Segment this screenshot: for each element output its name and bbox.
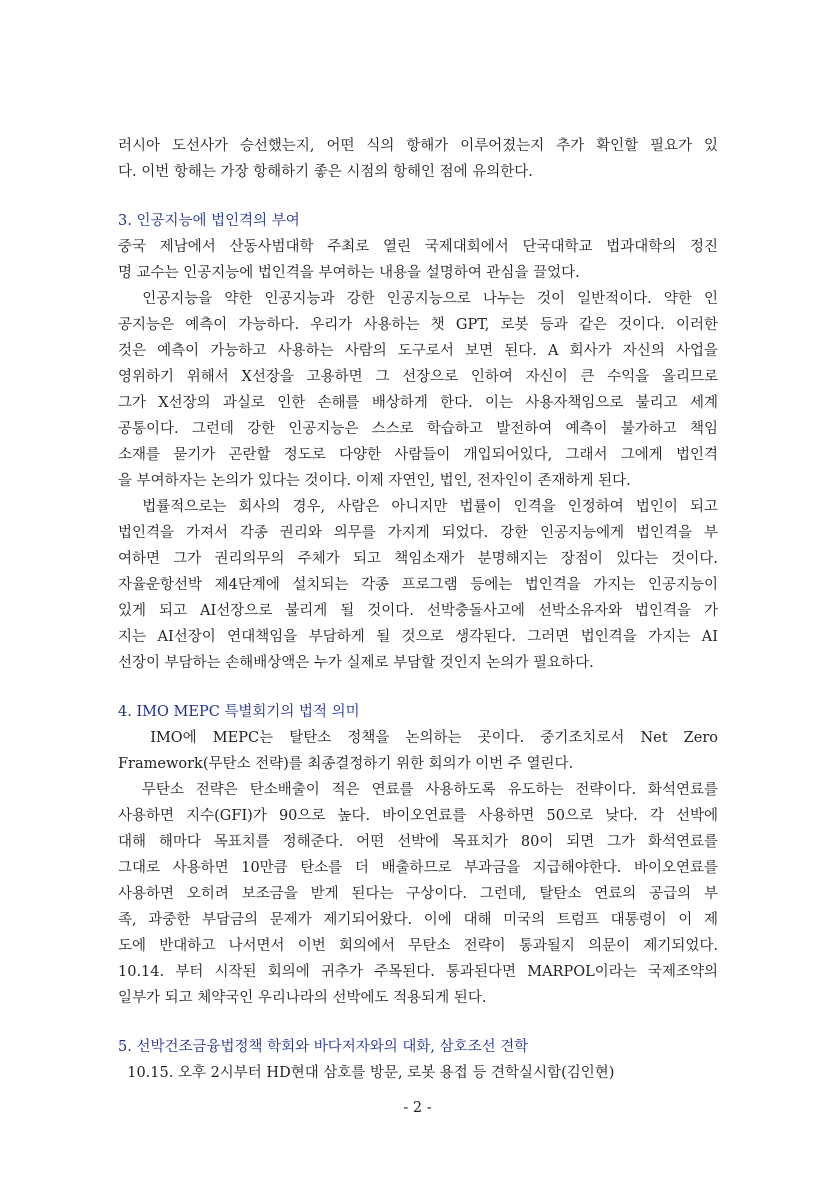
paragraph-line: 법률적으로는 회사의 경우, 사람은 아니지만 법률이 인격을 인정하여 법인이 되고 [118,499,718,515]
paragraph-line: 10.14. 부터 시작된 회의에 귀추가 주목된다. 통과된다면 MARPOL이라는 국제조약의 [118,964,718,980]
paragraph-line: 명 교수는 인공지능에 법인격을 부여하는 내용을 설명하여 관심을 끌었다. [118,265,580,281]
paragraph-line: 사용하면 지수(GFI)가 90으로 높다. 바이오연료를 사용하면 50으로 낮다. 각 선박에 [118,808,718,824]
paragraph-line: 일부가 되고 체약국인 우리나라의 선박에도 적용되게 된다. [118,990,487,1006]
paragraph-line: 지는 AI선장이 연대책임을 부담하게 될 것으로 생각된다. 그러면 법인격을 가지는 AI [118,629,718,645]
section-heading: 5. 선박건조금융법정책 학회와 바다저자와의 대화, 삼호조선 견학 [118,1039,529,1055]
paragraph-line: 공통이다. 그런데 강한 인공지능은 스스로 학습하고 발전하여 예측이 불가하고 책임 [118,421,718,437]
paragraph-line: 선장이 부담하는 손해배상액은 누가 실제로 부담할 것인지 논의가 필요하다. [118,655,594,671]
paragraph-line: 10.15. 오후 2시부터 HD현대 삼호를 방문, 로봇 용접 등 견학실시함(김인현) [118,1065,615,1081]
paragraph-line: 무탄소 전략은 탄소배출이 적은 연료를 사용하도록 유도하는 전략이다. 화석연료를 [118,782,718,798]
paragraph-line: Framework(무탄소 전략)를 최종결정하기 위한 회의가 이번 주 열린다. [118,756,574,772]
paragraph-line: 영위하기 위해서 X선장을 고용하면 그 선장으로 인하여 자신이 큰 수익을 올리므로 [118,369,718,385]
paragraph-line: 법인격을 가져서 각종 권리와 의무를 가지게 되었다. 강한 인공지능에게 법인격을 부 [118,525,718,541]
section-heading: 3. 인공지능에 법인격의 부여 [118,213,300,229]
paragraph-line: 중국 제남에서 산동사범대학 주최로 열린 국제대회에서 단국대학교 법과대학의 정진 [118,239,718,255]
paragraph-line: 을 부여하자는 논의가 있다는 것이다. 이제 자연인, 법인, 전자인이 존재하게 된다. [118,473,631,489]
paragraph-line: 그대로 사용하면 10만큼 탄소를 더 배출하므로 부과금을 지급해야한다. 바이오연료를 [118,860,718,876]
section-heading: 4. IMO MEPC 특별회기의 법적 의미 [118,704,360,720]
paragraph-line: 것은 예측이 가능하고 사용하는 사람의 도구로서 보면 된다. A 회사가 자신의 사업을 [118,343,718,359]
paragraph-line: 사용하면 오히려 보조금을 받게 된다는 구상이다. 그런데, 탈탄소 연료의 공급의 부 [118,886,718,902]
paragraph-line: 소재를 묻기가 곤란할 정도로 다양한 사람들이 개입되어있다, 그래서 그에게 법인격 [118,447,718,463]
paragraph-line: IMO에 MEPC는 탈탄소 정책을 논의하는 곳이다. 중기조치로서 Net Zero [118,730,718,746]
paragraph-line: 족, 과중한 부담금의 문제가 제기되어왔다. 이에 대해 미국의 트럼프 대통령이 이 제 [118,912,718,928]
paragraph-line: 인공지능을 약한 인공지능과 강한 인공지능으로 나누는 것이 일반적이다. 약한 인 [118,291,718,307]
page-number: - 2 - [403,1100,432,1116]
intro-line: 다. 이번 항해는 가장 항해하기 좋은 시점의 항해인 점에 유의한다. [118,164,533,180]
paragraph-line: 있게 되고 AI선장으로 불리게 될 것이다. 선박충돌사고에 선박소유자와 법인격을 가 [118,603,718,619]
paragraph-line: 여하면 그가 권리의무의 주체가 되고 책임소재가 분명해지는 장점이 있다는 것이다. [118,551,718,567]
paragraph-line: 그가 X선장의 과실로 인한 손해를 배상하게 한다. 이는 사용자책임으로 불리고 세계 [118,395,718,411]
paragraph-line: 공지능은 예측이 가능하다. 우리가 사용하는 챗 GPT, 로봇 등과 같은 것이다. 이러한 [118,317,718,333]
paragraph-line: 대해 해마다 목표치를 정해준다. 어떤 선박에 목표치가 80이 되면 그가 화석연료를 [118,834,718,850]
intro-line: 러시아 도선사가 승선했는지, 어떤 식의 항해가 이루어졌는지 추가 확인할 필요가 있 [118,138,718,154]
paragraph-line: 자율운항선박 제4단계에 설치되는 각종 프로그램 등에는 법인격을 가지는 인공지능이 [118,577,718,593]
paragraph-line: 도에 반대하고 나서면서 이번 회의에서 무탄소 전략이 통과될지 의문이 제기되었다. [118,938,718,954]
